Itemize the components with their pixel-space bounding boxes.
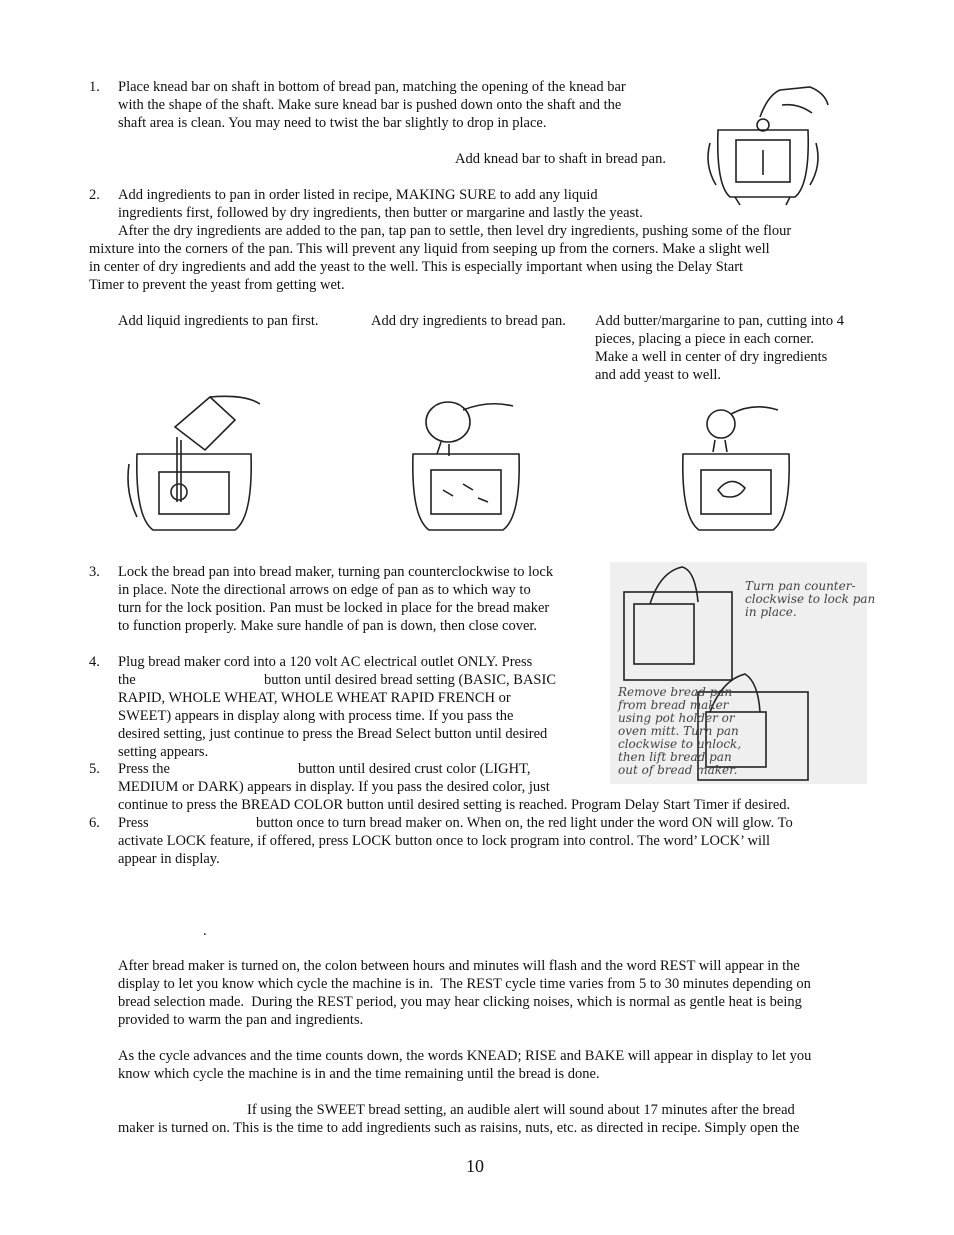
dry-ingredients-illustration — [403, 392, 528, 540]
step-5-line3: continue to press the BREAD COLOR button until desired setting is reached. Program Delay Start Timer if desired. — [118, 797, 791, 813]
cycle-advance-paragraph: As the cycle advances and the time counts down, the words KNEAD; RISE and BAKE will appear in display to let you know which cycle the machine is in and the time remaining until the bread is done. — [118, 1048, 812, 1082]
lock-photo-caption: Turn pan counter- clockwise to lock pan in place. — [745, 579, 876, 619]
step-3-number: 3. — [89, 564, 100, 580]
step-2-continuation-line1: After the dry ingredients are added to the pan, tap pan to settle, then level dry ingredients, pushing some of the flour — [118, 223, 792, 239]
step-6-line1-start: Press — [118, 815, 149, 831]
step-1-text: Place knead bar on shaft in bottom of bread pan, matching the opening of the knead bar with the shape of the shaft. Make sure knead bar is pushed down onto the shaft and the shaft area is clean. You may need to twist the bar slightly to drop in place. — [118, 79, 626, 131]
step-5-number: 5. — [89, 761, 100, 777]
step-5-line1-start: Press the — [118, 761, 170, 777]
knead-bar-illustration — [700, 85, 835, 210]
step-4-line1: Plug bread maker cord into a 120 volt AC electrical outlet ONLY. Press — [118, 654, 533, 670]
sweet-setting-line1: If using the SWEET bread setting, an audible alert will sound about 17 minutes after the bread — [247, 1102, 795, 1118]
step-3-text: Lock the bread pan into bread maker, turning pan counterclockwise to lock in place. Note the directional arrows on edge of pan as to which way to turn for the lock position. Pan must be locked in place for the bread maker to function properly. Make sure handle of pan is down, then close cover. — [118, 564, 554, 634]
page-number: 10 — [466, 1156, 484, 1176]
unlock-photo-caption: Remove bread pan from bread maker using pot holder or oven mitt. Turn pan clockwise to unlock, then lift bread pan out of bread maker. — [618, 685, 742, 777]
knead-bar-caption: Add knead bar to shaft in bread pan. — [455, 151, 666, 167]
step-5-line2: MEDIUM or DARK) appears in display. If you pass the desired color, just — [118, 779, 550, 795]
butter-yeast-illustration — [673, 392, 798, 540]
step-5-line1-end: button until desired crust color (LIGHT, — [298, 761, 531, 777]
stray-dot: . — [203, 923, 207, 939]
step-4-line2-start: the — [118, 672, 136, 688]
step-6-number: 6. — [89, 815, 100, 831]
liquid-caption: Add liquid ingredients to pan first. — [118, 313, 319, 329]
step-4-number: 4. — [89, 654, 100, 670]
step-2-number: 2. — [89, 187, 100, 203]
step-2-intro: Add ingredients to pan in order listed in recipe, MAKING SURE to add any liquid ingredients first, followed by dry ingredients, then butter or margarine and lastly the yeast. — [118, 187, 643, 221]
liquid-ingredients-illustration — [125, 392, 265, 540]
butter-caption: Add butter/margarine to pan, cutting into 4 pieces, placing a piece in each corner. Make a well in center of dry ingredients and add yeast to well. — [595, 313, 844, 383]
step-4-line2-end: button until desired bread setting (BASIC, BASIC — [264, 672, 556, 688]
step-6-rest: activate LOCK feature, if offered, press LOCK button once to lock program into control. The word’ LOCK’ will appear in display. — [118, 833, 771, 867]
step-1-number: 1. — [89, 79, 100, 95]
step-2-continuation: mixture into the corners of the pan. This will prevent any liquid from seeping up from the corners. Make a slight well in center of dry ingredients and add the yeast to the well. This is especially important when using the Delay Start Timer to prevent the yeast from getting wet. — [89, 241, 770, 293]
step-6-line1-end: button once to turn bread maker on. When on, the red light under the word ON will glow. To — [256, 815, 793, 831]
rest-cycle-paragraph: After bread maker is turned on, the colon between hours and minutes will flash and the word REST will appear in the display to let you know which cycle the machine is in. The REST cycle time varies from 5 to 30 minutes depending on bread selection made. During the REST period, you may hear clicking noises, which is normal as gentle heat is being provided to warm the pan and ingredients. — [118, 958, 811, 1028]
dry-caption: Add dry ingredients to bread pan. — [371, 313, 566, 329]
step-4-rest: RAPID, WHOLE WHEAT, WHOLE WHEAT RAPID FRENCH or SWEET) appears in display along with process time. If you pass the desired setting, just continue to press the Bread Select button until desired setting appears. — [118, 690, 548, 760]
sweet-setting-line2: maker is turned on. This is the time to add ingredients such as raisins, nuts, etc. as directed in recipe. Simply open the — [118, 1120, 800, 1136]
